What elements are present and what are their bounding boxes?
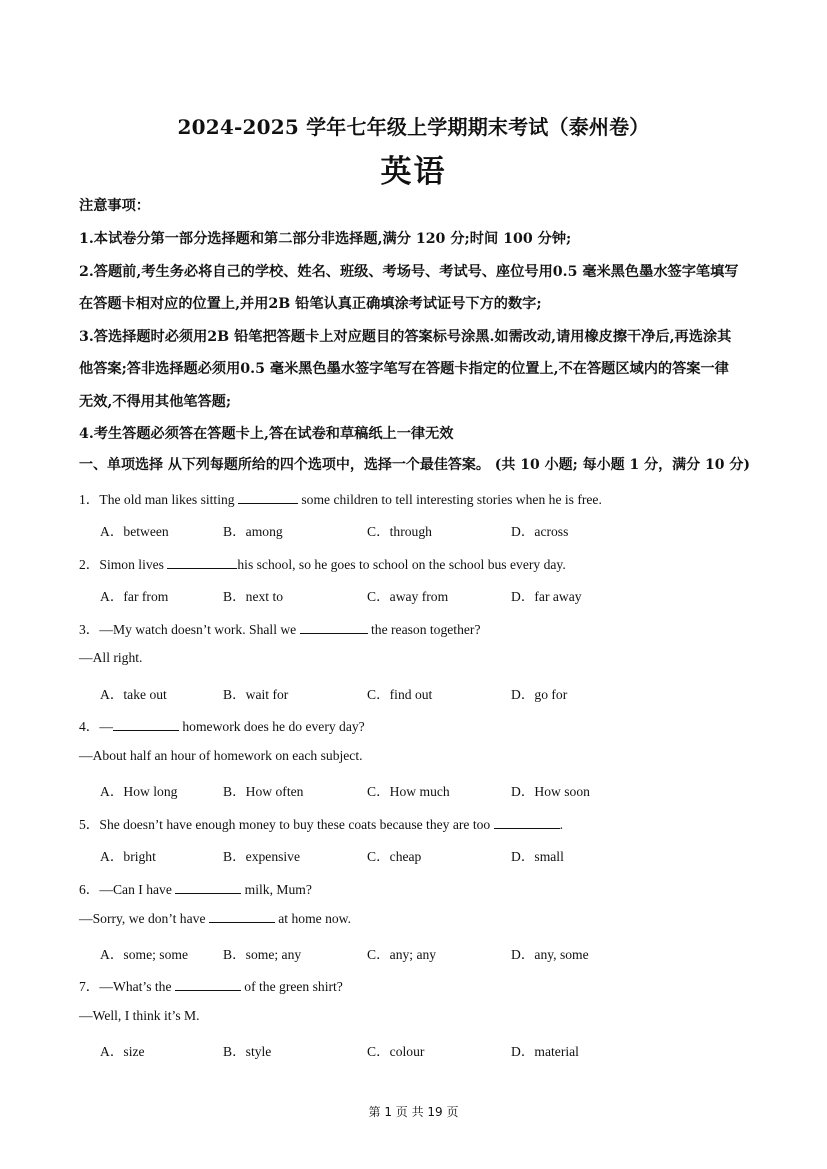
answer-blank (238, 491, 298, 504)
question-3-reply: —All right. (79, 650, 143, 665)
question-text: 7．—What’s the (79, 979, 175, 994)
option-b: B．expensive (223, 849, 301, 864)
option-d: D．material (511, 1044, 579, 1059)
question-text: of the green shirt? (240, 979, 343, 994)
option-d: D．across (511, 524, 569, 539)
note-line: 在答题卡相对应的位置上,并用2B 铅笔认真正确填涂考试证号下方的数字; (79, 296, 542, 312)
question-text: 2．Simon lives (79, 557, 168, 572)
question-text: 3．—My watch doesn’t work. Shall we (79, 622, 300, 637)
question-5 (79, 813, 563, 833)
option-c: C．away from (367, 589, 449, 604)
exam-title: 2024-2025 学年七年级上学期期末考试（泰州卷） (177, 115, 650, 139)
note-line: 4.考生答题必须答在答题卡上,答在试卷和草稿纸上一律无效 (79, 426, 454, 442)
question-text: 4．— (79, 719, 113, 734)
option-c: C．through (367, 524, 432, 539)
answer-blank (300, 621, 368, 634)
option-d: D．How soon (511, 784, 590, 799)
note-line: 无效,不得用其他笔答题; (79, 394, 232, 410)
question-text: 5．She doesn’t have enough money to buy these coats because they are too (79, 817, 494, 832)
answer-blank (175, 881, 241, 894)
option-a: A．some; some (100, 947, 188, 962)
answer-blank (167, 556, 237, 569)
note-line: 3.答选择题时必须用2B 铅笔把答题卡上对应题目的答案标号涂黑.如需改动,请用橡皮擦干净后,再选涂其 (79, 329, 732, 345)
notes-heading: 注意事项： (79, 198, 150, 214)
question-3 (79, 618, 480, 638)
option-a: A．take out (100, 687, 167, 702)
question-text: milk, Mum? (241, 882, 312, 897)
question-7 (79, 975, 343, 995)
question-6 (79, 878, 312, 898)
option-c: C．cheap (367, 849, 422, 864)
question-text: homework does he do every day? (178, 719, 365, 734)
answer-blank (175, 978, 241, 991)
note-line: 1.本试卷分第一部分选择题和第二部分非选择题,满分 120 分;时间 100 分钟; (79, 231, 572, 247)
question-7-reply: —Well, I think it’s M. (79, 1008, 200, 1023)
option-b: B．style (223, 1044, 272, 1059)
option-d: D．any, some (511, 947, 589, 962)
question-text: at home now. (274, 911, 352, 926)
answer-blank (113, 718, 179, 731)
option-b: B．How often (223, 784, 304, 799)
question-text: some children to tell interesting stories when he is free. (297, 492, 602, 507)
option-a: A．bright (100, 849, 156, 864)
answer-blank (494, 816, 560, 829)
question-text: 1．The old man likes sitting (79, 492, 238, 507)
question-text: his school, so he goes to school on the school bus every day. (237, 557, 566, 572)
option-d: D．far away (511, 589, 582, 604)
answer-blank (209, 910, 275, 923)
question-6-reply (79, 910, 351, 927)
option-c: C．colour (367, 1044, 425, 1059)
option-d: D．go for (511, 687, 568, 702)
option-b: B．among (223, 524, 283, 539)
section-heading: 一、单项选择 从下列每题所给的四个选项中，选择一个最佳答案。 (共 10 小题; 每小题 1 分，满分 10 分) (79, 457, 750, 473)
question-text: 6．—Can I have (79, 882, 176, 897)
note-line: 2.答题前,考生务必将自己的学校、姓名、班级、考场号、考试号、座位号用0.5 毫米黑色墨水签字笔填写 (79, 264, 739, 280)
option-a: A．far from (100, 589, 169, 604)
option-c: C．any; any (367, 947, 437, 962)
option-a: A．How long (100, 784, 178, 799)
question-text: —Sorry, we don’t have (79, 911, 209, 926)
question-4 (79, 715, 365, 735)
option-c: C．How much (367, 784, 450, 799)
subject-title: 英语 (380, 154, 447, 190)
question-4-reply: —About half an hour of homework on each subject. (79, 748, 363, 763)
question-text: . (559, 817, 564, 832)
question-1 (79, 488, 602, 508)
option-b: B．wait for (223, 687, 289, 702)
option-a: A．size (100, 1044, 145, 1059)
question-2 (79, 553, 566, 573)
note-line: 他答案;答非选择题必须用0.5 毫米黑色墨水签字笔写在答题卡指定的位置上,不在答题区域内的答案一律 (79, 361, 729, 377)
option-a: A．between (100, 524, 169, 539)
option-d: D．small (511, 849, 564, 864)
option-c: C．find out (367, 687, 433, 702)
question-text: the reason together? (367, 622, 481, 637)
option-b: B．next to (223, 589, 284, 604)
option-b: B．some; any (223, 947, 302, 962)
page-number: 第 1 页 共 19 页 (368, 1105, 459, 1119)
